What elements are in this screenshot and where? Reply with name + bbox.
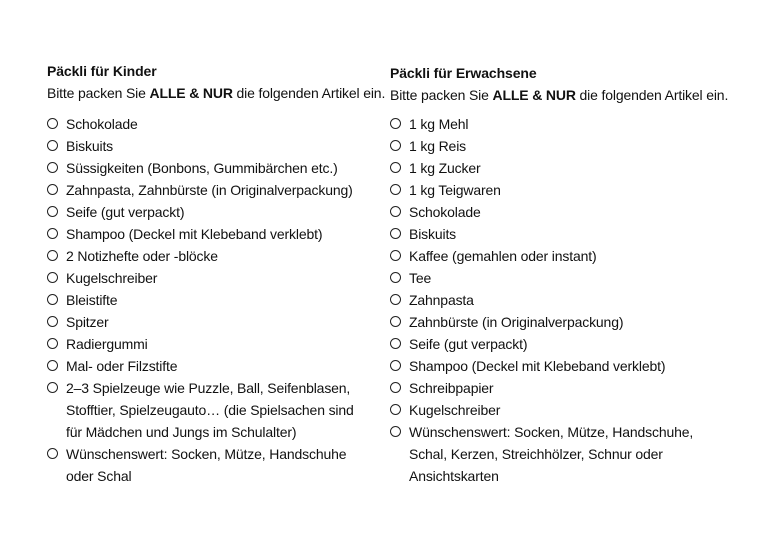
circle-checkbox-icon (390, 404, 401, 415)
checklist-item (390, 245, 709, 267)
intro-text-after: die folgenden Artikel ein. (575, 87, 729, 103)
circle-checkbox-icon (47, 162, 58, 173)
intro-bold-text: ALLE & NUR (149, 85, 233, 101)
checklist-item (47, 311, 366, 333)
intro-erwachsene (390, 87, 728, 103)
checklist-item-label: 1 kg Teigwaren (409, 182, 501, 198)
checklist-item-label: Wünschenswert: Socken, Mütze, Handschuhe, Schal, Kerzen, Streichhölzer, Schnur oder Ansichtskarten (409, 424, 694, 484)
checklist-item (390, 179, 709, 201)
checklist-item-label: Mal- oder Filzstifte (66, 358, 178, 374)
checklist-item-label: Zahnpasta (409, 292, 474, 308)
checklist-item (390, 399, 709, 421)
circle-checkbox-icon (47, 184, 58, 195)
intro-text-before: Bitte packen Sie (390, 87, 493, 103)
checklist-item (390, 333, 709, 355)
checklist-item-label: 1 kg Reis (409, 138, 467, 154)
circle-checkbox-icon (47, 360, 58, 371)
checklist-item (47, 245, 366, 267)
checklist-item (47, 333, 366, 355)
checklist-item-label: Seife (gut verpackt) (66, 204, 185, 220)
circle-checkbox-icon (390, 294, 401, 305)
checklist-item-label: Radiergummi (66, 336, 148, 352)
checklist-erwachsene (390, 113, 709, 487)
circle-checkbox-icon (47, 272, 58, 283)
checklist-item-label: Kaffee (gemahlen oder instant) (409, 248, 597, 264)
checklist-item (47, 157, 366, 179)
checklist-item-label: Seife (gut verpackt) (409, 336, 528, 352)
circle-checkbox-icon (390, 162, 401, 173)
checklist-item-label: Süssigkeiten (Bonbons, Gummibärchen etc.) (66, 160, 338, 176)
section-title-kinder: Päckli für Kinder (47, 63, 157, 79)
circle-checkbox-icon (390, 228, 401, 239)
checklist-item (390, 311, 709, 333)
checklist-item (47, 267, 366, 289)
circle-checkbox-icon (47, 206, 58, 217)
circle-checkbox-icon (47, 316, 58, 327)
circle-checkbox-icon (47, 140, 58, 151)
checklist-item (390, 157, 709, 179)
checklist-item (390, 377, 709, 399)
circle-checkbox-icon (390, 140, 401, 151)
checklist-item (390, 113, 709, 135)
checklist-item-label: 1 kg Zucker (409, 160, 481, 176)
circle-checkbox-icon (47, 118, 58, 129)
checklist-item (390, 355, 709, 377)
checklist-item-label: Wünschenswert: Socken, Mütze, Handschuhe oder Schal (66, 446, 347, 484)
checklist-item (390, 135, 709, 157)
circle-checkbox-icon (47, 382, 58, 393)
circle-checkbox-icon (47, 448, 58, 459)
checklist-item-label: 2 Notizhefte oder -blöcke (66, 248, 218, 264)
checklist-item (390, 223, 709, 245)
checklist-item-label: Shampoo (Deckel mit Klebeband verklebt) (409, 358, 666, 374)
circle-checkbox-icon (47, 294, 58, 305)
checklist-item (47, 223, 366, 245)
checklist-item (390, 289, 709, 311)
checklist-item (47, 179, 366, 201)
checklist-item-label: Schokolade (409, 204, 481, 220)
circle-checkbox-icon (390, 360, 401, 371)
intro-kinder (47, 85, 385, 101)
checklist-item-label: Bleistifte (66, 292, 118, 308)
checklist-item-label: Biskuits (409, 226, 457, 242)
checklist-item-label: Tee (409, 270, 432, 286)
circle-checkbox-icon (390, 426, 401, 437)
checklist-item-label: 2–3 Spielzeuge wie Puzzle, Ball, Seifenblasen, Stofftier, Spielzeugauto… (die Spielsachen sind für Mädchen und Jungs im Schulalter) (66, 380, 354, 440)
checklist-item (390, 267, 709, 289)
circle-checkbox-icon (390, 316, 401, 327)
checklist-item-label: Spitzer (66, 314, 109, 330)
checklist-item (47, 443, 366, 487)
checklist-item-label: Zahnpasta, Zahnbürste (in Originalverpackung) (66, 182, 353, 198)
checklist-kinder (47, 113, 366, 487)
circle-checkbox-icon (47, 250, 58, 261)
checklist-item (47, 135, 366, 157)
circle-checkbox-icon (390, 250, 401, 261)
circle-checkbox-icon (390, 338, 401, 349)
checklist-item-label: Schokolade (66, 116, 138, 132)
checklist-item-label: Biskuits (66, 138, 114, 154)
circle-checkbox-icon (390, 206, 401, 217)
checklist-item (47, 113, 366, 135)
circle-checkbox-icon (47, 338, 58, 349)
checklist-item-label: Kugelschreiber (409, 402, 501, 418)
intro-text-before: Bitte packen Sie (47, 85, 150, 101)
intro-text-after: die folgenden Artikel ein. (232, 85, 386, 101)
checklist-item (390, 421, 709, 487)
checklist-item (47, 289, 366, 311)
checklist-item (47, 201, 366, 223)
checklist-item-label: Shampoo (Deckel mit Klebeband verklebt) (66, 226, 323, 242)
checklist-item (47, 377, 366, 443)
intro-bold-text: ALLE & NUR (492, 87, 576, 103)
checklist-item-label: Kugelschreiber (66, 270, 158, 286)
checklist-item (390, 201, 709, 223)
checklist-item (47, 355, 366, 377)
checklist-item-label: Zahnbürste (in Originalverpackung) (409, 314, 624, 330)
circle-checkbox-icon (390, 184, 401, 195)
section-title-erwachsene: Päckli für Erwachsene (390, 65, 537, 81)
circle-checkbox-icon (390, 118, 401, 129)
circle-checkbox-icon (390, 382, 401, 393)
circle-checkbox-icon (47, 228, 58, 239)
checklist-item-label: Schreibpapier (409, 380, 494, 396)
circle-checkbox-icon (390, 272, 401, 283)
checklist-item-label: 1 kg Mehl (409, 116, 469, 132)
